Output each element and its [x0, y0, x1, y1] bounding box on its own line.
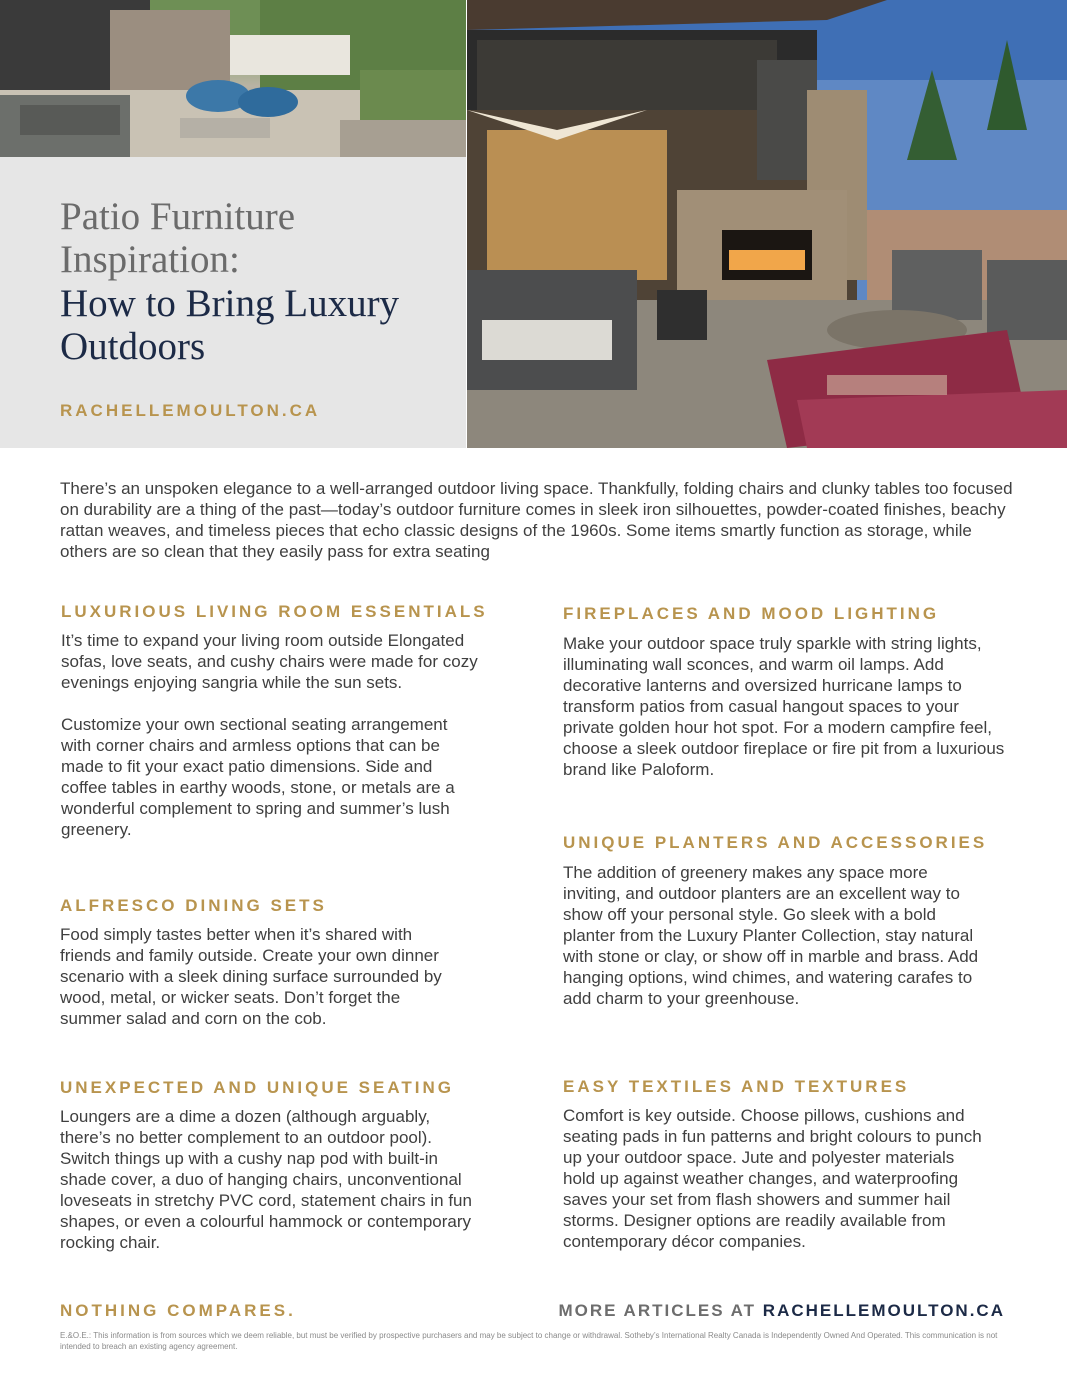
footer-more-articles: [558, 1301, 1005, 1321]
hero-photo-patio-fireplace: [467, 0, 1067, 448]
section-heading-textiles: EASY TEXTILES AND TEXTURES: [563, 1077, 910, 1096]
living-room-paragraph-1: It’s time to expand your living room outside Elongated sofas, love seats, and cushy chairs were made for cozy evenings enjoying sangria while the sun sets.: [61, 631, 478, 692]
site-url[interactable]: RACHELLEMOULTON.CA: [60, 401, 321, 420]
section-body-dining: [60, 924, 460, 1029]
section-heading-seating: UNEXPECTED AND UNIQUE SEATING: [60, 1078, 454, 1097]
section-body-living-room: [61, 630, 481, 840]
section-heading-dining: ALFRESCO DINING SETS: [60, 896, 327, 915]
section-body-textiles: [563, 1105, 988, 1252]
legal-disclaimer: E.&O.E.: This information is from sources which we deem reliable, but must be verified by prospective purchasers and may be subject to change or withdrawal. Sotheby’s International Realty Canada is Independently Owned And Operated. This communication is not intended to breach an existing agency agreement.: [60, 1331, 998, 1351]
section-heading-living-room: LUXURIOUS LIVING ROOM ESSENTIALS: [61, 602, 488, 621]
section-body-fireplaces: [563, 633, 1008, 780]
footer-tagline: NOTHING COMPARES.: [60, 1301, 296, 1320]
patio-lounge-illustration: [0, 0, 466, 157]
section-body-seating: [60, 1106, 485, 1253]
intro-paragraph: There’s an unspoken elegance to a well-arranged outdoor living space. Thankfully, folding chairs and clunky tables too focused on durability are a thing of the past—today’s outdoor furniture comes in sleek iron silhouettes, powder-coated finishes, beachy rattan weaves, and timeless pieces that echo classic designs of the 1960s. Some items smartly function as storage, while others are so clean that they easily pass for extra seating: [60, 479, 1013, 561]
fireplaces-paragraph: Make your outdoor space truly sparkle with string lights, illuminating wall sconces, and warm oil lamps. Add decorative lanterns and oversized hurricane lamps to transform patios from casual hangout spaces to your private golden hour hot spot. For a modern campfire feel, choose a sleek outdoor fireplace or fire pit from a luxurious brand like Paloform.: [563, 634, 1005, 779]
page-title: How to Bring Luxury Outdoors: [60, 282, 400, 368]
section-heading-planters: UNIQUE PLANTERS AND ACCESSORIES: [563, 833, 988, 852]
living-room-paragraph-2: Customize your own sectional seating arrangement with corner chairs and armless options that can be made to fit your exact patio dimensions. Side and coffee tables in earthy woods, stone, or metals are a wonderful complement to spring and summer’s lush greenery.: [61, 715, 455, 839]
seating-paragraph: Loungers are a dime a dozen (although arguably, there’s no better complement to an outdoor pool). Switch things up with a cushy nap pod with built-in shade cover, a duo of hanging chairs, unconventional loveseats in stretchy PVC cord, statement chairs in fun shapes, or even a colourful hammock or contemporary rocking chair.: [60, 1107, 472, 1252]
footer-site-link[interactable]: RACHELLEMOULTON.CA: [762, 1301, 1005, 1320]
section-heading-fireplaces: FIREPLACES AND MOOD LIGHTING: [563, 604, 940, 623]
title-kicker: Patio Furniture Inspiration:: [60, 195, 296, 281]
dining-paragraph: Food simply tastes better when it’s shared with friends and family outside. Create your own dinner scenario with a sleek dining surface surrounded by wood, metal, or wicker seats. Don’t forget the summer salad and corn on the cob.: [60, 925, 442, 1028]
hero-photo-patio-lounge: [0, 0, 466, 157]
textiles-paragraph: Comfort is key outside. Choose pillows, cushions and seating pads in fun patterns and bright colours to punch up your outdoor space. Jute and polyester materials hold up against weather changes, and waterproofing saves your set from flash showers and summer hail storms. Designer options are readily available from contemporary décor companies.: [563, 1106, 982, 1251]
footer-more-prefix: MORE ARTICLES AT: [558, 1301, 757, 1320]
planters-paragraph: The addition of greenery makes any space more inviting, and outdoor planters are an excellent way to show off your personal style. Go sleek with a bold planter from the Luxury Planter Collection, stay natural with stone or clay, or show off in marble and brass. Add hanging options, wind chimes, and watering carafes to add charm to your greenhouse.: [563, 863, 979, 1008]
patio-fireplace-illustration: [467, 0, 1067, 448]
section-body-planters: [563, 862, 983, 1009]
